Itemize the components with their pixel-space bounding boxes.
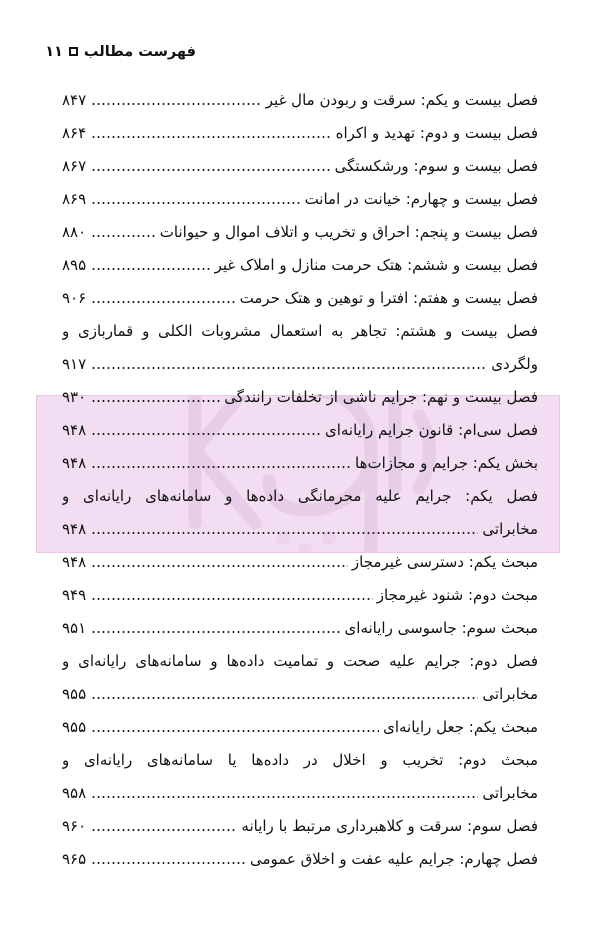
page-title: فهرست مطالب [83, 44, 196, 60]
dot-leader [91, 225, 156, 240]
toc-entry-page: ۹۴۸ [62, 553, 87, 571]
toc-entry-title: مبحث یکم: دسترسی غیرمجاز [351, 553, 538, 571]
toc-entry-page: ۸۶۹ [62, 190, 87, 208]
toc-entry-title: فصل بیست و دوم: تهدید و اکراه [335, 124, 538, 142]
toc-entry[interactable] [62, 843, 538, 876]
toc-entry-page: ۸۹۵ [62, 256, 87, 274]
toc-entry-title: فصل بیست و چهارم: خیانت در امانت [304, 190, 538, 208]
toc-entry[interactable] [62, 117, 538, 150]
toc-entry-page: ۹۶۰ [62, 817, 87, 835]
toc-entry-title: فصل چهارم: جرایم علیه عفت و اخلاق عمومی [249, 850, 538, 868]
toc-entry-title: فصل بیست و یکم: سرقت و ربودن مال غیر [265, 91, 538, 109]
toc-entry-title-continuation: مخابراتی [482, 685, 538, 703]
dot-leader [91, 720, 379, 735]
toc-entry-page: ۹۵۵ [62, 685, 87, 703]
toc-entry-title: فصل بیست و نهم: جرایم ناشی از تخلفات رانندگی [224, 388, 538, 406]
header-page-number: ۱۱ [45, 44, 63, 60]
toc-entry-title: بخش یکم: جرایم و مجازات‌ها [355, 454, 538, 472]
toc-entry[interactable] [62, 612, 538, 645]
table-of-contents [62, 84, 538, 876]
toc-entry-page: ۹۴۹ [62, 586, 87, 604]
toc-entry-title: مبحث دوم: شنود غیرمجاز [376, 586, 538, 604]
dot-leader [91, 126, 331, 141]
dot-leader [91, 159, 330, 174]
toc-entry[interactable] [62, 810, 538, 843]
toc-entry[interactable] [62, 447, 538, 480]
dot-leader [91, 291, 236, 306]
dot-leader [91, 786, 478, 801]
toc-entry-page: ۹۴۸ [62, 421, 87, 439]
toc-entry-title: فصل بیست و هفتم: افترا و توهین و هتک حرمت [239, 289, 538, 307]
toc-entry[interactable] [62, 381, 538, 414]
toc-entry[interactable] [62, 579, 538, 612]
toc-entry[interactable] [62, 546, 538, 579]
toc-entry[interactable] [62, 249, 538, 282]
dot-leader [91, 423, 321, 438]
toc-entry-title: فصل بیست و ششم: هتک حرمت منازل و املاک غیر [214, 256, 538, 274]
toc-entry[interactable] [62, 216, 538, 249]
dot-leader [91, 687, 478, 702]
toc-entry[interactable] [62, 315, 538, 348]
toc-entry-title: فصل دوم: جرایم علیه صحت و تمامیت داده‌ها و سامانه‌های رایانه‌ای و [62, 652, 538, 670]
toc-entry-title: فصل بیست و هشتم: تجاهر به استعمال مشروبات الکلی و قماربازی و [62, 322, 538, 340]
toc-entry-title: فصل یکم: جرایم علیه محرمانگی داده‌ها و سامانه‌های رایانه‌ای و [62, 487, 538, 505]
toc-entry-page: ۹۵۸ [62, 784, 87, 802]
running-header [45, 44, 196, 60]
toc-entry-continuation[interactable] [62, 777, 538, 810]
dot-leader [91, 852, 246, 867]
toc-entry-title: فصل بیست و پنجم: احراق و تخریب و اتلاف اموال و حیوانات [159, 223, 538, 241]
toc-entry-title: فصل سی‌ام: قانون جرایم رایانه‌ای [324, 421, 538, 439]
toc-entry-title: مبحث دوم: تخریب و اخلال در داده‌ها یا سامانه‌های رایانه‌ای و [62, 751, 538, 769]
toc-entry[interactable] [62, 282, 538, 315]
toc-entry[interactable] [62, 744, 538, 777]
toc-entry-title-continuation: مخابراتی [482, 784, 538, 802]
toc-entry[interactable] [62, 150, 538, 183]
toc-entry[interactable] [62, 645, 538, 678]
toc-entry[interactable] [62, 183, 538, 216]
toc-entry-page: ۹۴۸ [62, 454, 87, 472]
toc-entry-page: ۹۶۵ [62, 850, 87, 868]
toc-entry-title-continuation: ولگردی [491, 355, 538, 373]
dot-leader [91, 588, 373, 603]
toc-entry[interactable] [62, 711, 538, 744]
toc-entry-page: ۸۴۷ [62, 91, 87, 109]
toc-entry-page: ۹۵۱ [62, 619, 87, 637]
dot-leader [91, 819, 237, 834]
toc-entry-page: ۹۵۵ [62, 718, 87, 736]
toc-entry-page: ۹۴۸ [62, 520, 87, 538]
dot-leader [91, 522, 478, 537]
toc-entry-page: ۹۱۷ [62, 355, 87, 373]
dot-leader [91, 357, 487, 372]
toc-entry[interactable] [62, 414, 538, 447]
dot-leader [91, 258, 210, 273]
toc-entry-title: فصل سوم: سرقت و کلاهبرداری مرتبط با رایانه [241, 817, 538, 835]
dot-leader [91, 192, 300, 207]
toc-entry-continuation[interactable] [62, 678, 538, 711]
toc-entry-page: ۸۶۴ [62, 124, 87, 142]
dot-leader [91, 621, 340, 636]
toc-entry-title-continuation: مخابراتی [482, 520, 538, 538]
toc-entry-title: مبحث یکم: جعل رایانه‌ای [383, 718, 538, 736]
toc-entry-continuation[interactable] [62, 348, 538, 381]
toc-entry-title: فصل بیست و سوم: ورشکستگی [334, 157, 538, 175]
toc-entry-page: ۸۸۰ [62, 223, 87, 241]
dot-leader [91, 390, 220, 405]
toc-entry[interactable] [62, 480, 538, 513]
toc-entry-title: مبحث سوم: جاسوسی رایانه‌ای [344, 619, 538, 637]
toc-entry-page: ۹۳۰ [62, 388, 87, 406]
toc-entry-page: ۸۶۷ [62, 157, 87, 175]
toc-entry-page: ۹۰۶ [62, 289, 87, 307]
dot-leader [91, 93, 262, 108]
square-box-icon [69, 47, 78, 56]
dot-leader [91, 555, 348, 570]
dot-leader [91, 456, 351, 471]
toc-entry-continuation[interactable] [62, 513, 538, 546]
toc-entry[interactable] [62, 84, 538, 117]
